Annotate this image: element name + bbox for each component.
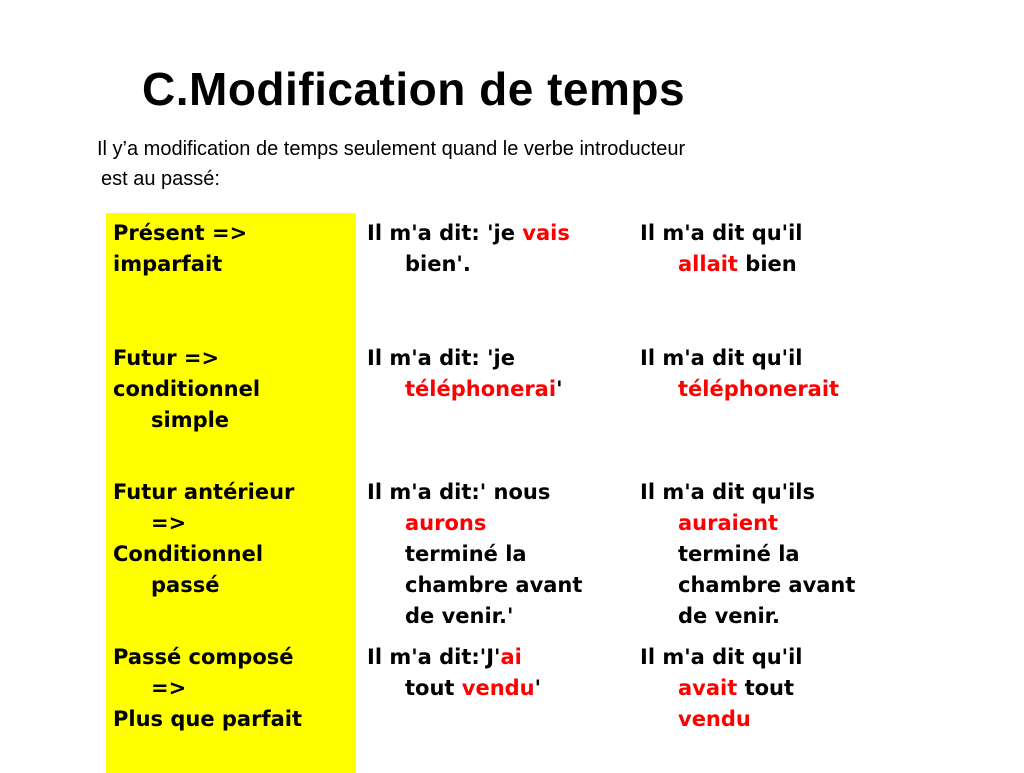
direct-line: bien'.	[405, 252, 471, 276]
indirect-line: chambre avant	[678, 573, 856, 597]
text-part: tout	[405, 676, 462, 700]
tense-line: =>	[151, 511, 187, 535]
tense-line: conditionnel	[113, 377, 261, 401]
direct-line: Il m'a dit: 'je	[367, 346, 515, 370]
intro-line-2: est au passé:	[101, 168, 220, 190]
emphasized-verb: téléphonerait	[678, 377, 840, 401]
indirect-line: Il m'a dit qu'il	[640, 645, 803, 669]
emphasized-verb: téléphonerai	[405, 377, 557, 401]
indirect-line: terminé la	[678, 542, 800, 566]
indirect-speech-cell	[640, 642, 940, 735]
slide-title: C.Modification de temps	[142, 63, 686, 115]
emphasized-verb: avait	[678, 676, 738, 700]
direct-line: Il m'a dit:' nous	[367, 480, 551, 504]
indirect-line: de venir.	[678, 604, 781, 628]
tense-line: Présent =>	[113, 221, 248, 245]
tense-line: imparfait	[113, 252, 223, 276]
indirect-line	[640, 249, 940, 280]
emphasized-verb: vais	[522, 221, 570, 245]
tense-cell	[113, 343, 353, 436]
direct-line	[367, 673, 632, 704]
direct-line	[367, 374, 632, 405]
tense-line: =>	[151, 676, 187, 700]
text-part: bien	[737, 252, 797, 276]
indirect-speech-cell	[640, 343, 940, 405]
tense-line: passé	[151, 573, 220, 597]
direct-line: chambre avant	[405, 573, 583, 597]
direct-speech-cell	[367, 477, 632, 632]
direct-speech-cell	[367, 642, 632, 704]
direct-line	[367, 218, 632, 249]
tense-line: Conditionnel	[113, 542, 264, 566]
emphasized-verb: aurons	[405, 511, 487, 535]
text-part: tout	[737, 676, 795, 700]
direct-line: de venir.'	[405, 604, 514, 628]
indirect-line: Il m'a dit qu'il	[640, 221, 803, 245]
direct-speech-cell	[367, 218, 632, 280]
intro-line-1: Il y’a modification de temps seulement quand le verbe introducteur	[97, 138, 686, 160]
tense-cell	[113, 642, 353, 735]
direct-speech-cell	[367, 343, 632, 405]
tense-cell	[113, 218, 353, 280]
emphasized-verb: auraient	[678, 511, 779, 535]
text-part: '	[534, 676, 542, 700]
direct-line	[367, 642, 632, 673]
indirect-line: Il m'a dit qu'ils	[640, 480, 816, 504]
indirect-line: Il m'a dit qu'il	[640, 346, 803, 370]
emphasized-verb: vendu	[461, 676, 535, 700]
emphasized-verb: allait	[678, 252, 738, 276]
direct-line: terminé la	[405, 542, 527, 566]
indirect-speech-cell	[640, 218, 940, 280]
tense-line: Passé composé	[113, 645, 294, 669]
emphasized-verb: ai	[500, 645, 522, 669]
indirect-line	[640, 673, 940, 704]
tense-cell	[113, 477, 353, 601]
tense-line: Futur antérieur	[113, 480, 295, 504]
indirect-speech-cell	[640, 477, 940, 632]
tense-line: simple	[151, 408, 230, 432]
emphasized-verb: vendu	[678, 707, 751, 731]
text-part: '	[556, 377, 563, 401]
tense-line: Futur =>	[113, 346, 220, 370]
text-part: Il m'a dit:'J'	[367, 645, 501, 669]
tense-line: Plus que parfait	[113, 707, 302, 731]
text-part: Il m'a dit: 'je	[367, 221, 523, 245]
